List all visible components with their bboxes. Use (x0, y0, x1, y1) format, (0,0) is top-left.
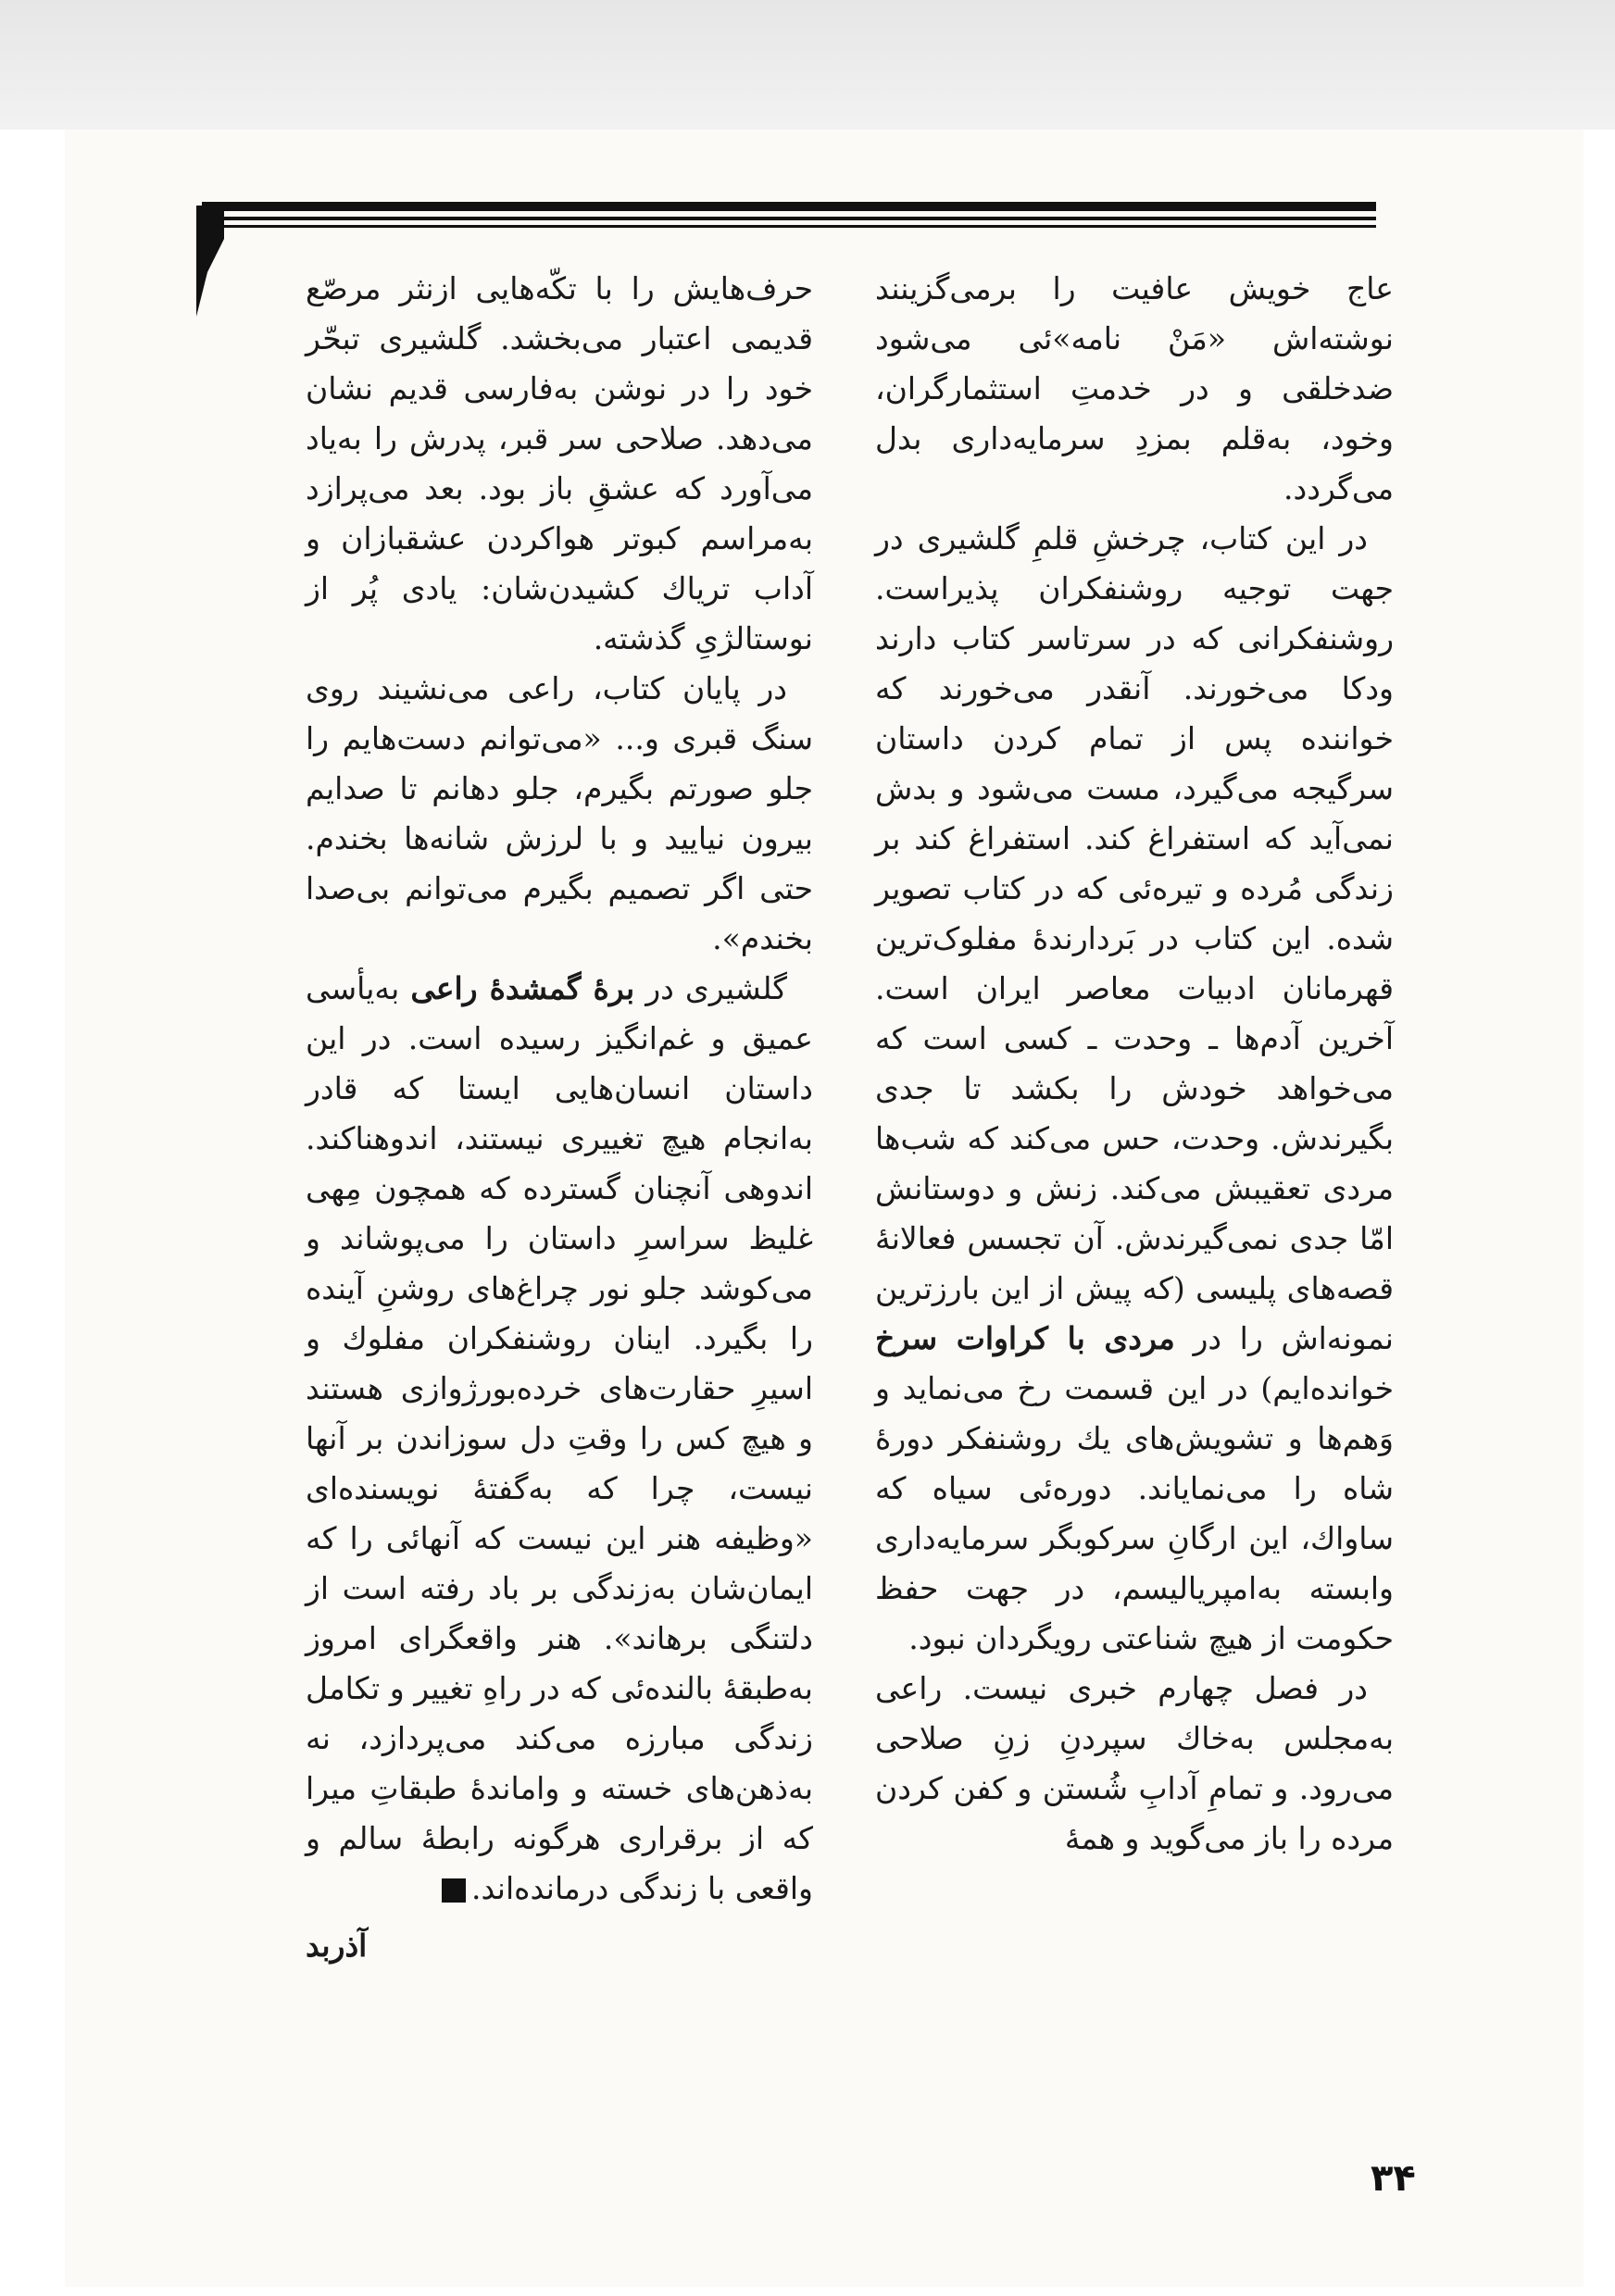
right-paragraph-3: در فصل چهارم خبری نیست. راعی به‌مجلس به‌خاك سپردنِ زنِ صلاحی می‌رود. و تمامِ آدابِ شُستن و کفن کردن مرده را باز می‌گوید و همهٔ (875, 1670, 1394, 1856)
scan-top-shadow (0, 0, 1615, 130)
left-paragraph-2: در پایان کتاب، راعی می‌نشیند روی سنگ قبری و... «می‌توانم دست‌هایم را جلو صورتم بگیرم، جلو دهانم تا صدایم بیرون نیایید و با لرزش شانه‌ها بخندم. حتی اگر تصمیم بگیرم می‌توانم بی‌صدا بخندم». (306, 670, 813, 956)
header-rule-thick (202, 202, 1376, 211)
header-rule-medium (202, 217, 1376, 220)
right-paragraph-2-text: در این کتاب، چرخشِ قلمِ گلشیری در جهت توجیه روشنفکران پذیراست. روشنفکرانی که در سرتاسر کتاب دارند ودکا می‌خورند. آنقدر می‌خورند که خواننده پس از تمام کردن داستان سرگیجه می‌گیرد، مست می‌شود و بدش نمی‌آید که استفراغ کند. استفراغ کند بر زندگی مُرده و تیره‌ئی که در کتاب تصویر شده. این کتاب در بَردارندهٔ مفلوک‌ترین قهرمانان ادبیات معاصر ایران است. آخرین آدم‌ها ـ وحدت ـ کسی است که می‌خواهد خودش را بکشد تا جدی بگیرندش. وحدت، حس می‌کند که شب‌ها مردی تعقیبش می‌کند. زنش و دوستانش امّا جدی نمی‌گیرندش. آن تجسس فعالانهٔ قصه‌های پلیسی (که پیش از این بارزترین نمونه‌اش را در (875, 520, 1394, 1356)
header-rule-thin (202, 225, 1376, 228)
right-paragraph-2 (875, 514, 1394, 1664)
left-paragraph-3-rest: به‌یأسی عمیق و غم‌انگیز رسیده است. در این داستان انسان‌هایی ایستا که قادر به‌انجام هیچ تغییری نیستند، اندوهناکند. اندوهی آنچنان گسترده که همچون مِهی غلیظ سراسرِ داستان را می‌پوشاند و می‌کوشد جلو نور چراغ‌های روشنِ آینده را بگیرد. اینان روشنفکران مفلوك و اسیرِ حقارت‌های خرده‌بورژوازی هستند و هیچ کس را وقتِ دل سوزاندن بر آنها نیست، چرا که به‌گفتهٔ نویسنده‌ای «وظیفه هنر این نیست که آنهائی را که ایمان‌شان به‌زندگی بر باد رفته است از دلتنگی برهاند». هنر واقعگرای امروز به‌طبقهٔ بالنده‌ئی که در راهِ تغییر و تکامل زندگی مبارزه می‌کند می‌پردازد، نه به‌ذهن‌های خسته و واماندهٔ طبقاتِ میرا که از برقراری هرگونه رابطهٔ سالم و واقعی با زندگی درمانده‌اند. (306, 970, 813, 1906)
left-paragraph-3-lead: گلشیری در (645, 970, 787, 1006)
book-title-lost-lamb: برهٔ گمشدهٔ راعی (410, 970, 635, 1006)
author-signature: آذربد (306, 1928, 368, 1964)
left-paragraph-1: حرف‌هایش را با تکّه‌هایی ازنثر مرصّع قدیمی اعتبار می‌بخشد. گلشیری تبحّر خود را در نوشن به‌فارسی قدیم نشان می‌دهد. صلاحی سر قبر، پدرش را به‌یاد می‌آورد که عشقِ باز بود. بعد می‌پرازد به‌مراسم کبوتر هواکردن عشقبازان و آداب تریاك کشیدن‌شان: یادی پُر از نوستالژیِ گذشته. (306, 270, 813, 656)
end-of-article-square-icon (442, 1878, 466, 1903)
signature-row (306, 1921, 813, 1971)
text-column-right (875, 264, 1394, 1864)
text-column-left (306, 264, 813, 1971)
page-number: ۳۴ (1371, 2157, 1416, 2200)
right-paragraph-1: عاج خویش عافیت را برمی‌گزینند نوشته‌اش «مَنْ نامه»ئی می‌شود ضدخلقی و در خدمتِ استثمارگران، وخود، به‌قلم بمزدِ سرمایه‌داری بدل می‌گردد. (875, 270, 1394, 506)
book-title-red-tie: مردی با کراوات سرخ (875, 1320, 1175, 1356)
left-paragraph-3 (306, 964, 813, 1914)
right-paragraph-2-rest: خوانده‌ایم) در این قسمت رخ می‌نماید و وَهم‌ها و تشویش‌های یك روشنفکر دورهٔ شاه را می‌نمایاند. دوره‌ئی سیاه که ساواك، این ارگانِ سرکوبگر سرمایه‌داری وابسته به‌امپریالیسم، در جهت حفظ حکومت از هیچ شناعتی رویگردان نبود. (875, 1370, 1394, 1656)
